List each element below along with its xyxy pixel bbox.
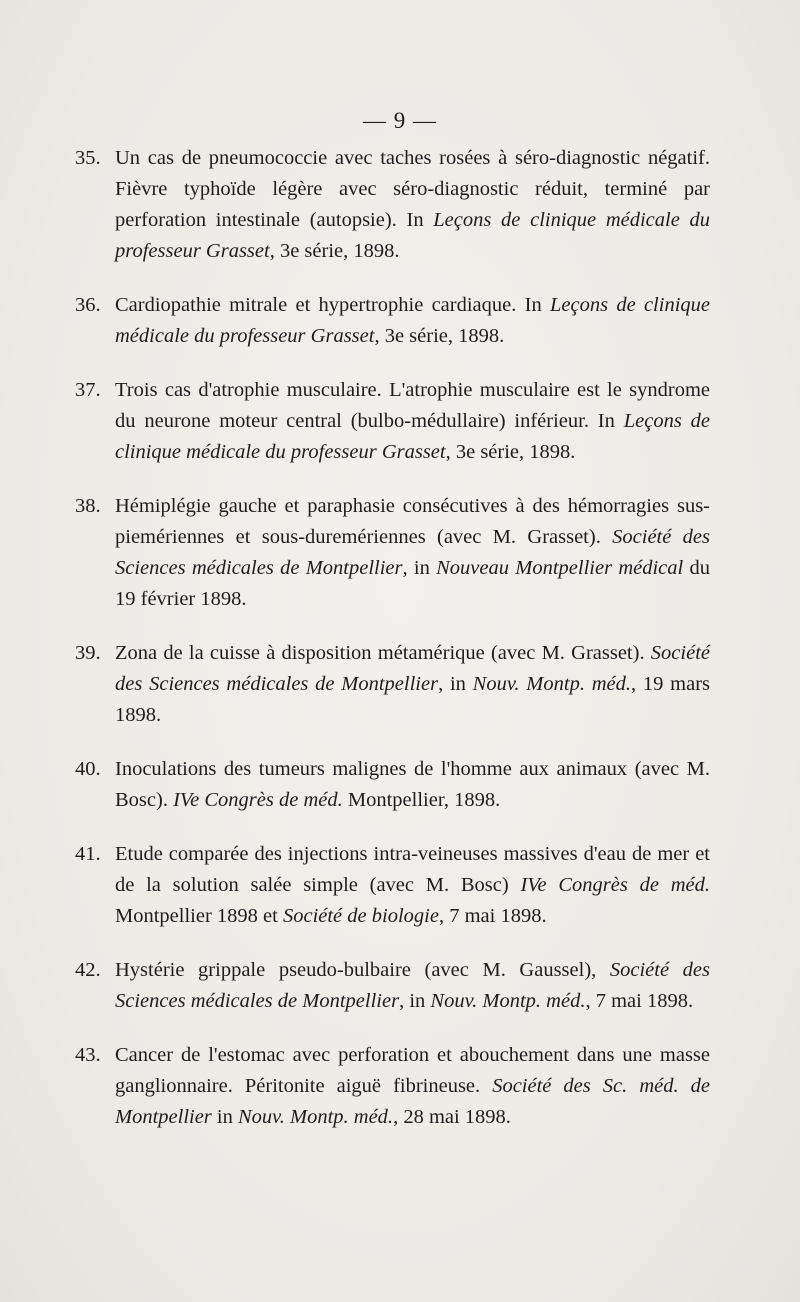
entry-text [115,754,710,816]
entry-text-italic: Leçons de clinique médicale du professeur Grasset [115,410,710,463]
entry-text-segment: Hémiplégie gauche et paraphasie consécutives à des hémorragies sus-piemériennes et sous-duremériennes (avec M. Grasset). [115,495,710,548]
entry-text-segment: , in [399,990,431,1012]
entry-text [115,839,710,932]
entry-number: 41. [75,843,101,865]
entry-text-segment: Cardiopathie mitrale et hypertrophie cardiaque. In [115,294,550,316]
entry-text-segment: , 3e série, 1898. [374,325,505,347]
entry-text-italic: Nouveau Montpellier médical [436,557,684,579]
entry-text-italic: Leçons de clinique médicale du professeur Grasset [115,209,711,262]
entry-number: 43. [75,1044,101,1066]
entry-text-segment: Trois cas d'atrophie musculaire. L'atrophie musculaire est le syndrome du neurone moteur central (bulbo-médullaire) inférieur. In [115,379,710,432]
entry-text-italic: Leçons de clinique médicale du professeur Grasset [115,294,710,347]
entry-text-segment: Inoculations des tumeurs malignes de l'homme aux animaux (avec M. Bosc). [115,758,710,811]
entry-text-segment: , 28 mai 1898. [393,1106,511,1128]
entry-text-italic: Nouv. Montp. méd. [472,673,631,695]
entry-text [115,1040,710,1133]
entry-number: 39. [75,642,101,664]
bibliography-entry [75,955,711,1017]
bibliography-entry [75,375,710,468]
entry-text-segment: Montpellier 1898 et [115,905,283,927]
entry-text-segment: Zona de la cuisse à disposition métamérique (avec M. Grasset). [115,642,651,664]
entry-text-segment: Hystérie grippale pseudo-bulbaire (avec M. Gaussel), [115,959,610,981]
bibliography-entry [75,143,711,267]
entry-text [115,638,710,731]
entry-text-segment: , 3e série, 1898. [445,441,576,463]
entry-text-italic: Société des Sciences médicales de Montpellier [115,526,710,579]
entry-text [115,491,710,615]
entry-text-italic: Nouv. Montp. méd. [430,990,586,1012]
entry-number: 38. [75,495,101,517]
entry-text-segment: , 7 mai 1898. [438,905,547,927]
entry-text [115,375,710,468]
entry-text-italic: Société des Sc. méd. de Montpellier [115,1075,710,1128]
entry-number: 36. [75,294,101,316]
entry-number: 37. [75,379,101,401]
entry-text-segment: , 19 mars 1898. [115,673,710,726]
entry-text-segment: du 19 février 1898. [115,557,710,610]
entry-text-italic: IVe Congrès de méd. [173,789,343,811]
bibliography-list [75,143,711,1156]
entry-text [115,290,710,352]
entry-number: 35. [75,147,101,169]
entry-text-italic: Nouv. Montp. méd. [238,1106,394,1128]
bibliography-entry [75,1040,710,1133]
entry-text-segment: , in [402,557,437,579]
entry-text [115,143,710,267]
bibliography-entry [75,491,710,615]
entry-text-segment: Etude comparée des injections intra-veineuses massives d'eau de mer et de la solution salée simple (avec M. Bosc) [115,843,710,896]
bibliography-entry [75,638,710,731]
entry-text [115,955,710,1017]
entry-text-italic: Société de biologie [282,905,439,927]
entry-text-segment: , in [438,673,473,695]
entry-text-segment: in [211,1106,238,1128]
bibliography-entry [75,839,711,932]
entry-text-segment: , 3e série, 1898. [269,240,400,262]
entry-number: 40. [75,758,101,780]
entry-text-segment: Un cas de pneumococcie avec taches rosées à séro-diagnostic négatif. Fièvre typhoïde légère avec séro-diagnostic réduit, terminé par perforation intestinale (autopsie). In [115,147,710,231]
bibliography-entry [75,290,710,352]
entry-text-italic: Société des Sciences médicales de Montpellier [115,642,710,695]
entry-text-segment: Cancer de l'estomac avec perforation et abouchement dans une masse ganglionnaire. Péritonite aiguë fibrineuse. [115,1044,710,1097]
entry-text-italic: Société des Sciences médicales de Montpellier [115,959,711,1012]
bibliography-entry [75,754,710,816]
entry-text-segment: , 7 mai 1898. [585,990,694,1012]
page-number: — 9 — [363,108,437,133]
entry-text-italic: IVe Congrès de méd. [520,874,711,896]
entry-text-segment: Montpellier, 1898. [342,789,501,811]
entry-number: 42. [75,959,101,981]
